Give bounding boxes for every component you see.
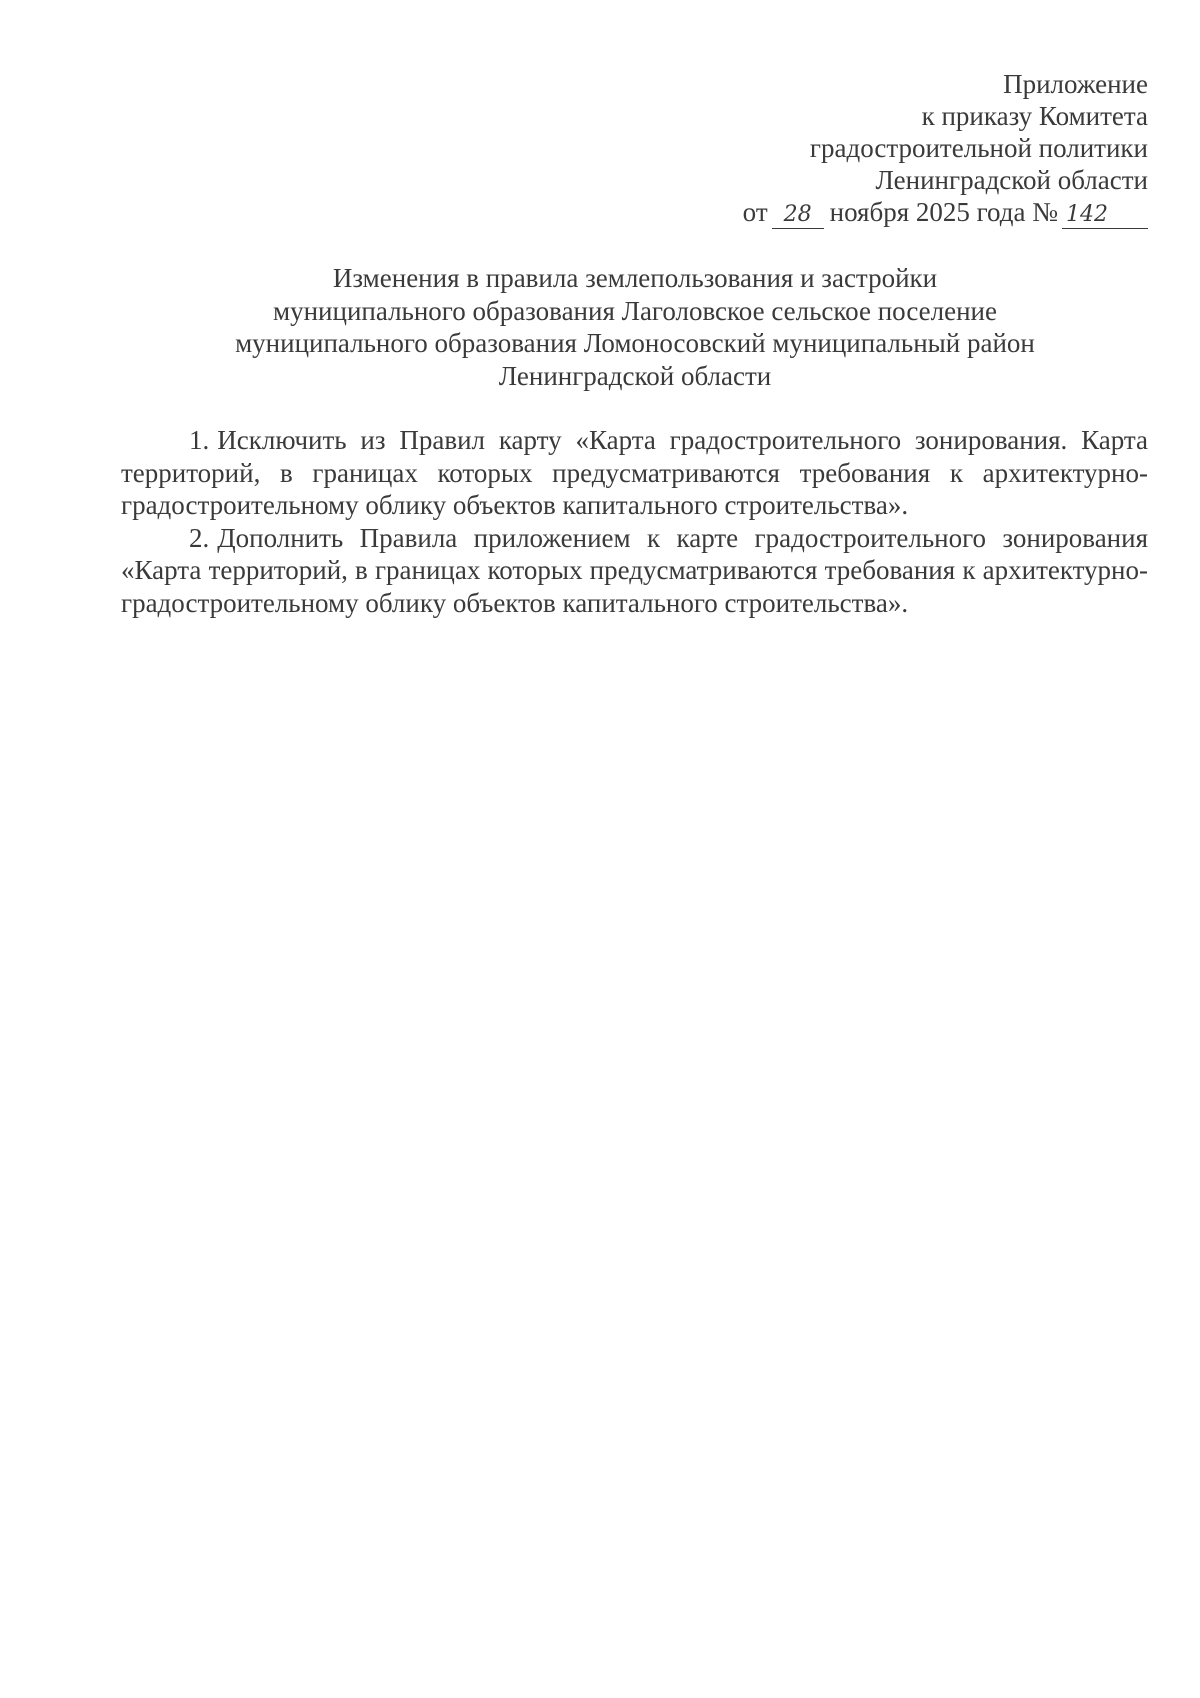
title-line-2: муниципального образования Лаголовское сельское поселение (273, 295, 997, 326)
appendix-date-line (743, 196, 1148, 229)
document-body (121, 424, 1148, 619)
appendix-title: Приложение (1003, 69, 1148, 99)
handwritten-order-number: 142 (1062, 202, 1148, 229)
item-text: Исключить из Правил карту «Карта градостроительного зонирования. Карта территорий, в границах которых предусматриваются требования к архитектурно-градостроительному облику объектов капитального строительства». (121, 425, 1148, 520)
handwritten-day: 28 (772, 202, 824, 229)
item-number: 1. (189, 425, 210, 455)
list-item (121, 522, 1148, 620)
appendix-order-ref: к приказу Комитета (921, 101, 1148, 131)
item-number: 2. (189, 522, 210, 553)
date-prefix: от (742, 197, 768, 227)
appendix-region: Ленинградской области (875, 165, 1148, 195)
title-line-3: муниципального образования Ломоносовский муниципальный район (235, 328, 1035, 358)
appendix-committee: градостроительной политики (809, 133, 1148, 163)
title-line-1: Изменения в правила землепользования и застройки (332, 263, 938, 293)
document-title (0, 262, 1200, 392)
item-text: Дополнить Правила приложением к карте градостроительного зонирования «Карта территорий, в границах которых предусматриваются требования к архитектурно-градостроительному облику объектов капитального строительства». (121, 522, 1148, 618)
list-item (121, 424, 1148, 522)
title-line-4: Ленинградской области (498, 360, 772, 391)
appendix-header (743, 68, 1148, 229)
date-month-year: ноября 2025 года № (829, 197, 1058, 227)
